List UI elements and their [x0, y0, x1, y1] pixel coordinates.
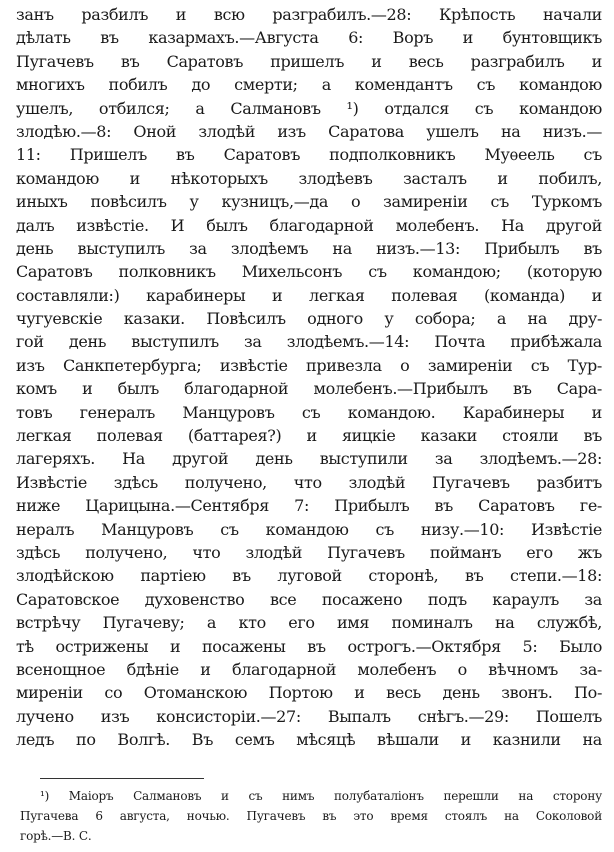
- main-text-block: [16, 3, 602, 752]
- text-line: иныхъ повѣсилъ у кузницъ,—да о замиреніи съ Туркомъ: [16, 192, 602, 212]
- footnote-line: горѣ.—В. С.: [20, 829, 92, 843]
- text-line: легкая полевая (баттарея?) и яицкіе казаки стояли въ: [16, 426, 602, 446]
- text-line: Саратовское духовенство все посажено подъ караулъ за: [16, 589, 602, 609]
- text-line: составляли:) карабинеры и легкая полевая (команда) и: [16, 285, 602, 305]
- text-line: изъ Санкпетербурга; извѣстіе привезла о замиреніи съ Тур-: [16, 355, 602, 375]
- footnote: [20, 786, 602, 846]
- text-line: товъ генералъ Манцуровъ съ командою. Карабинеры и: [16, 402, 602, 422]
- text-line: ниже Царицына.—Сентября 7: Прибылъ въ Саратовъ ге-: [16, 496, 602, 516]
- footnote-line: ¹) Маіоръ Салмановъ и съ нимъ полубаталіонъ перешли на сторону: [40, 789, 602, 803]
- text-line: всенощное бдѣніе и благодарной молебенъ о вѣчномъ за-: [16, 659, 602, 679]
- text-line: ледъ по Волгѣ. Въ семъ мѣсяцѣ вѣшали и казнили на: [16, 730, 602, 750]
- text-line: 11: Пришелъ въ Саратовъ подполковникъ Муѳеель съ: [16, 145, 602, 165]
- text-line: встрѣчу Пугачеву; а кто его имя поминалъ на службѣ,: [16, 613, 602, 633]
- text-line: лучено изъ консисторіи.—27: Выпалъ снѣгъ.—29: Пошелъ: [16, 706, 602, 726]
- text-line: злодѣйскою партіею въ луговой сторонѣ, въ степи.—18:: [16, 566, 602, 586]
- text-line: чугуевскіе казаки. Повѣсилъ одного у собора; а на дру-: [16, 309, 602, 329]
- text-line: комъ и былъ благодарной молебенъ.—Прибылъ въ Сара-: [16, 379, 602, 399]
- footnote-line: Пугачева 6 августа, ночью. Пугачевъ въ это время стоялъ на Соколовой: [20, 809, 602, 823]
- text-line: здѣсь получено, что злодѣй Пугачевъ пойманъ его жъ: [16, 542, 602, 562]
- text-line: злодѣю.—8: Оной злодѣй изъ Саратова ушелъ на низъ.—: [16, 121, 602, 141]
- text-line: нералъ Манцуровъ съ командою съ низу.—10: Извѣстіе: [16, 519, 602, 539]
- text-line: лагеряхъ. На другой день выступили за злодѣемъ.—28:: [16, 449, 602, 469]
- text-line: далъ извѣстіе. И былъ благодарной молебенъ. На другой: [16, 215, 602, 235]
- text-line: миреніи со Отоманскою Портою и весь день звонъ. По-: [16, 683, 602, 703]
- text-line: день выступилъ за злодѣемъ на низъ.—13: Прибылъ въ: [16, 238, 602, 258]
- text-line: тѣ острижены и посажены въ острогъ.—Октября 5: Было: [16, 636, 602, 656]
- text-line: многихъ побилъ до смерти; а комендантъ съ командою: [16, 75, 602, 95]
- text-line: Извѣстіе здѣсь получено, что злодѣй Пугачевъ разбитъ: [16, 472, 602, 492]
- text-line: ушелъ, отбился; а Салмановъ ¹) отдался съ командою: [16, 98, 602, 118]
- text-line: занъ разбилъ и всю разграбилъ.—28: Крѣпость начали: [16, 5, 602, 24]
- text-line: Пугачевъ въ Саратовъ пришелъ и весь разграбилъ и: [16, 51, 602, 71]
- footnote-divider: [40, 778, 204, 779]
- text-line: Саратовъ полковникъ Михельсонъ съ командою; (которую: [16, 262, 602, 282]
- text-line: командою и нѣкоторыхъ злодѣевъ засталъ и побилъ,: [16, 168, 602, 188]
- text-line: гой день выступилъ за злодѣемъ.—14: Почта прибѣжала: [16, 332, 602, 352]
- text-line: дѣлать въ казармахъ.—Августа 6: Воръ и бунтовщикъ: [16, 28, 602, 48]
